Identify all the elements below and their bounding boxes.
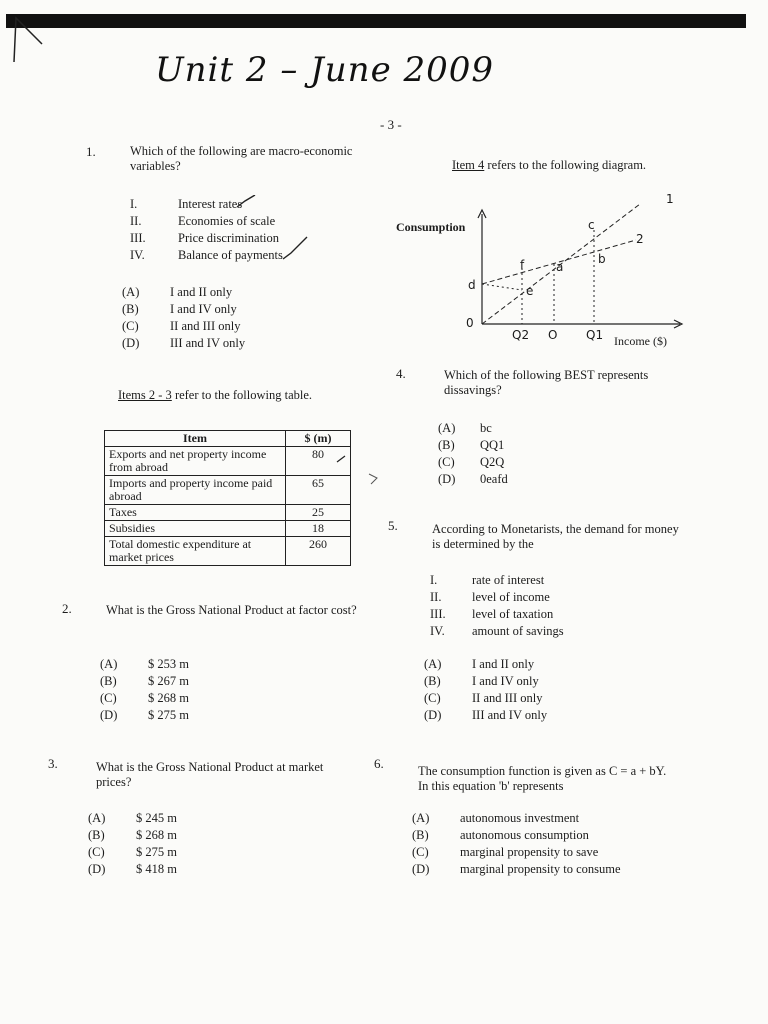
q3-option[interactable]: (D) $ 418 m bbox=[88, 862, 177, 876]
page-number: - 3 - bbox=[380, 117, 402, 132]
q2-text: What is the Gross National Product at factor cost? bbox=[106, 603, 357, 617]
x-tick-q1: Q1 bbox=[586, 328, 604, 342]
segment-de bbox=[482, 284, 522, 290]
q4-text: Which of the following BEST represents dissavings? bbox=[444, 368, 649, 397]
q1-item: I. Interest rates bbox=[130, 197, 243, 211]
x-tick-q2: Q2 bbox=[512, 328, 530, 342]
q5-options bbox=[424, 656, 547, 724]
table-row: Subsidies 18 bbox=[105, 521, 351, 537]
q3-option[interactable]: (B) $ 268 m bbox=[88, 828, 177, 842]
q1-option[interactable]: (D) III and IV only bbox=[122, 336, 246, 350]
q2-option[interactable]: (A) $ 253 m bbox=[100, 657, 189, 671]
table-row: Total domestic expenditure at market prices 260 bbox=[105, 537, 351, 566]
point-label-f: f bbox=[520, 258, 525, 272]
pen-scribble bbox=[335, 450, 395, 490]
q6-option[interactable]: (A) autonomous investment bbox=[412, 811, 580, 825]
item4-intro: Item 4 refers to the following diagram. bbox=[452, 158, 647, 172]
q1-number: 1. bbox=[86, 144, 96, 159]
q2-number: 2. bbox=[62, 601, 72, 616]
q1-options bbox=[122, 284, 245, 352]
q4-option[interactable]: (C) Q2Q bbox=[438, 455, 505, 469]
q5-items bbox=[430, 572, 564, 640]
point-label-c: c bbox=[588, 218, 595, 232]
line-label-1: 1 bbox=[666, 192, 674, 206]
q5-number: 5. bbox=[388, 518, 398, 533]
table-row: Imports and property income paid abroad 65 bbox=[105, 476, 351, 505]
line-label-2: 2 bbox=[636, 232, 644, 246]
q3-option[interactable]: (C) $ 275 m bbox=[88, 845, 177, 859]
consumption-diagram bbox=[396, 186, 696, 352]
q5-item: IV. amount of savings bbox=[430, 624, 564, 638]
q2-options bbox=[100, 656, 189, 724]
table-row: Exports and net property income from abroad 80 bbox=[105, 447, 351, 476]
q5-item: II. level of income bbox=[430, 590, 550, 604]
origin-label: 0 bbox=[466, 316, 474, 330]
q5-text: According to Monetarists, the demand for money is determined by the bbox=[432, 522, 679, 551]
q5-option[interactable]: (B) I and IV only bbox=[424, 674, 539, 688]
q5-item: I. rate of interest bbox=[430, 573, 545, 587]
q2-option[interactable]: (D) $ 275 m bbox=[100, 708, 189, 722]
q3-text: What is the Gross National Product at market prices? bbox=[96, 760, 324, 789]
q4-option[interactable]: (B) QQ1 bbox=[438, 438, 505, 452]
y-axis-label: Consumption bbox=[396, 220, 466, 234]
q1-item: IV. Balance of payments bbox=[130, 248, 283, 262]
q4-option[interactable]: (A) bc bbox=[438, 421, 492, 435]
q2-option[interactable]: (B) $ 267 m bbox=[100, 674, 189, 688]
q6-option[interactable]: (D) marginal propensity to consume bbox=[412, 862, 621, 876]
diagram-lines bbox=[396, 186, 696, 352]
table-header-item: Item bbox=[105, 431, 286, 447]
pen-tick-marks bbox=[225, 195, 315, 270]
scan-top-bar bbox=[6, 14, 746, 28]
national-income-table bbox=[104, 430, 351, 566]
q6-option[interactable]: (B) autonomous consumption bbox=[412, 828, 589, 842]
q5-option[interactable]: (A) I and II only bbox=[424, 657, 535, 671]
q3-option[interactable]: (A) $ 245 m bbox=[88, 811, 177, 825]
q5-option[interactable]: (D) III and IV only bbox=[424, 708, 548, 722]
q1-text: Which of the following are macro-economic variables? bbox=[130, 144, 353, 173]
q2-option[interactable]: (C) $ 268 m bbox=[100, 691, 189, 705]
q1-option[interactable]: (B) I and IV only bbox=[122, 302, 237, 316]
point-label-a: a bbox=[556, 260, 564, 274]
q3-number: 3. bbox=[48, 756, 58, 771]
q6-options bbox=[412, 810, 621, 878]
point-label-d: d bbox=[468, 278, 476, 292]
point-label-b: b bbox=[598, 252, 606, 266]
items23-intro: Items 2 - 3 refer to the following table. bbox=[118, 388, 313, 402]
q1-item: III. Price discrimination bbox=[130, 231, 280, 245]
table-row: Taxes 25 bbox=[105, 505, 351, 521]
table-header-value: $ (m) bbox=[286, 431, 351, 447]
q1-option[interactable]: (A) I and II only bbox=[122, 285, 233, 299]
q1-item: II. Economies of scale bbox=[130, 214, 276, 228]
x-axis-label: Income ($) bbox=[614, 334, 667, 348]
x-tick-o: O bbox=[548, 328, 558, 342]
q3-options bbox=[88, 810, 177, 878]
pen-mark-corner bbox=[8, 14, 48, 64]
q4-option[interactable]: (D) 0eafd bbox=[438, 472, 508, 486]
handwritten-title: Unit 2 – June 2009 bbox=[155, 50, 495, 90]
q4-options bbox=[438, 420, 508, 488]
q4-number: 4. bbox=[396, 366, 406, 381]
q6-number: 6. bbox=[374, 756, 384, 771]
point-label-e: e bbox=[526, 284, 534, 298]
q6-text: The consumption function is given as C = a + bY. In this equation 'b' represents bbox=[418, 764, 667, 793]
q5-option[interactable]: (C) II and III only bbox=[424, 691, 543, 705]
q1-option[interactable]: (C) II and III only bbox=[122, 319, 241, 333]
q5-item: III. level of taxation bbox=[430, 607, 554, 621]
q6-option[interactable]: (C) marginal propensity to save bbox=[412, 845, 599, 859]
